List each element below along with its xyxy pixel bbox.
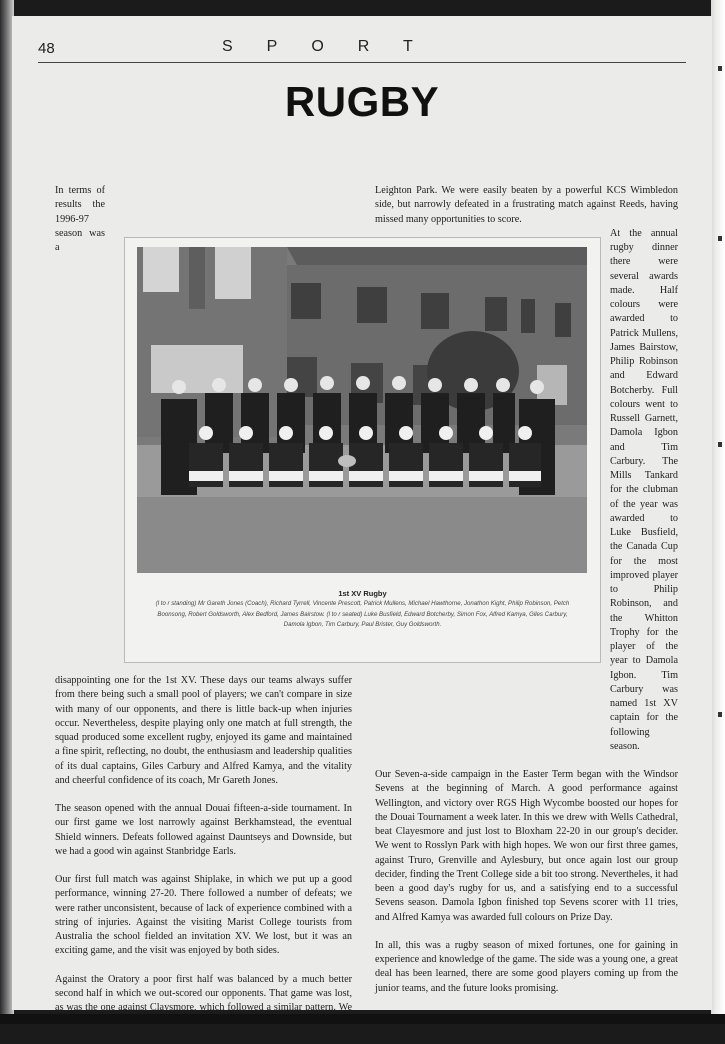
paragraph: In terms of results the 1996-97 season was a disappointing one for the 1st XV. These days our teams always suffer from there being such a small pool of players; we can't compare in size with many of our opponents, and there is little back-up when injuries occur. Nevertheless, despite playing only one match at full strength, the squad produced some excellent rugby, enjoyed its game and maintained a fine spirit, reflecting, no doubt, the enthusiasm and leadership qualities of its dual captains, Giles Carbury and Alfred Kamya, and the vitality and cheerful confidence of its coach, Mr Gareth Jones.	[55, 185, 352, 786]
page-edge	[711, 0, 725, 1024]
team-photo-drawing	[137, 247, 587, 573]
binding-mark	[718, 712, 722, 717]
page-number: 48	[38, 40, 55, 57]
paragraph: At the annual rugby dinner there were several awards made. Half colours were awarded to Patrick Mullens, James Bairstow, Philip Robinson and Edward Botcherby. Full colours went to Russell Garnett, Damola Igbon and Tim Carbury. The Mills Tankard for the clubman of the year was awarded to Luke Busfield, the Canada Cup for the most improved player to Philip Robinson, and the Whitton Trophy for the player of the year to Damola Igbon. Tim Carbury was named 1st XV captain for the following season.	[610, 227, 678, 752]
photo-caption: (l to r standing) Mr Gareth Jones (Coach), Richard Tyrrell, Vincente Prescott, Patrick Mullens, Michael Hawthorne, Jonathon Kight, Philip Robinson, Petch Boonsong, Robert Goldsworth, Alex Bedford, James Bairstow. (l to r seated) Luke Busfield, Edward Botcherby, Simon Fox, Alfred Kamya, Giles Carbury, Damola Igbon, Tim Carbury, Paul Brister, Guy Goldsworth.	[155, 600, 570, 628]
header-rule	[38, 62, 686, 63]
paragraph: Our Seven-a-side campaign in the Easter Term began with the Windsor Sevens at the beginning of March. A good performance against Wellington, and victory over RGS High Wycombe boosted our hopes for the Douai Tournament a week later. In this we drew with Wells Cathedral, beat Clayesmore and just lost to Bloxham 22-20 in our group's decider. We went to Rosslyn Park with high hopes. We won our first three games, against Truro, Grenville and Aylesbury, but once again lost our group decider, finding the Trent College side a bit too strong. Nevertheles, it had been a good day's rugby for us, and a satisfying end to a successful Sevens season. Damola Igbon finished top Sevens scorer with 11 tries, and Alfred Kamya was awarded full colours on Prize Day.	[375, 769, 678, 923]
scan-border	[0, 1014, 725, 1024]
article-title: RUGBY	[284, 78, 440, 125]
paragraph: Against the Oratory a poor first half was balanced by a much better second half in which we out-scored our opponents. That game was lost, as was the one against Claysmore, which followed a similar pattern. We	[55, 973, 352, 1013]
paragraph: Our first full match was against Shiplake, in which we put up a good performance, winning 27-20. There followed a number of defeats; we were rather unconsistent, because of lack of experience combined with a string of injuries. Against the visiting Marist College tourists from Australia the school fielded an invitation XV. We lost, but it was an exciting game, and the visit was enjoyed by both sides.	[55, 874, 352, 957]
photo-frame	[124, 237, 601, 663]
paragraph: The season opened with the annual Douai fifteen-a-side tournament. In our first game we lost narrowly against Berkhamstead, the eventual Shield winners. Defeats followed against Dauntseys and Downside, but we had a good win against Stanbridge Earls.	[55, 803, 352, 857]
binding-mark	[718, 236, 722, 241]
binding-mark	[718, 442, 722, 447]
paragraph: Leighton Park. We were easily beaten by a powerful KCS Wimbledon side, but narrowly defeated in a frustrating match against Reeds, having missed many opportunities to score.	[375, 185, 678, 225]
magazine-page	[12, 16, 712, 1013]
team-photo	[137, 247, 587, 573]
photo-caption-title: 1st XV Rugby	[338, 589, 387, 598]
section-heading: SPORT	[222, 38, 447, 55]
paragraph: In all, this was a rugby season of mixed fortunes, one for gaining in experience and knowledge of the game. The side was a young one, a great deal has been learned, there are some good players coming up from the junior teams, and the future looks promising.	[375, 939, 678, 994]
binding-mark	[718, 66, 722, 71]
